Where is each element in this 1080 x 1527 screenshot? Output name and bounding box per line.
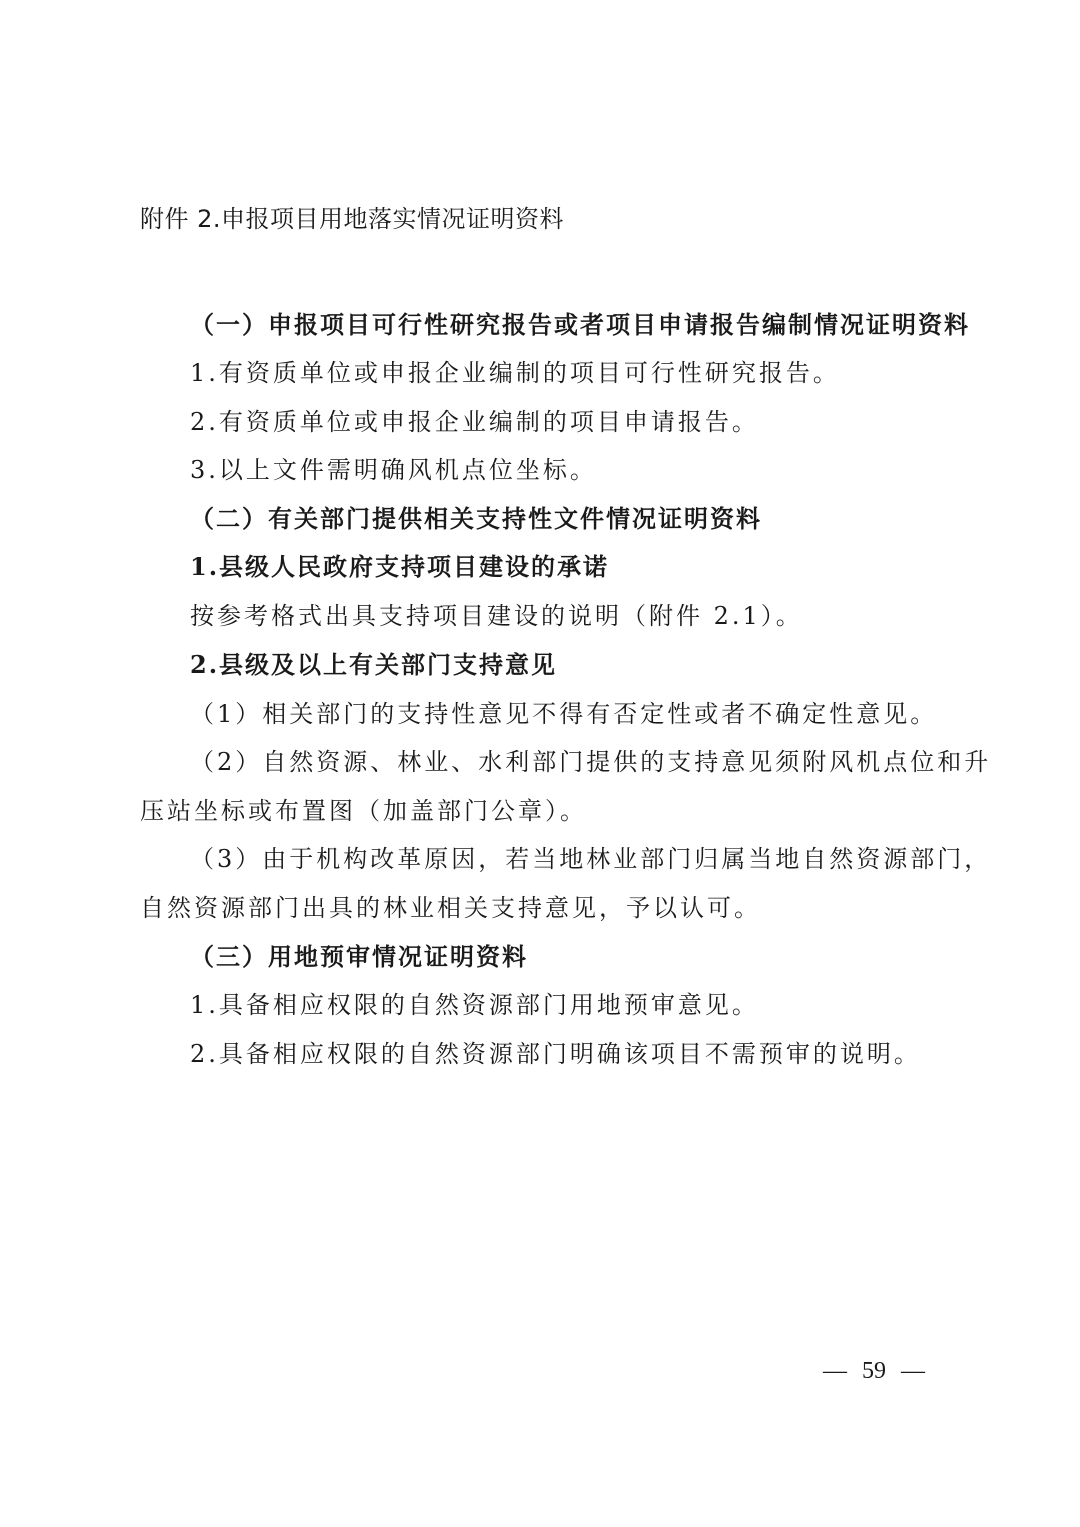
section-3-item-1: 1.具备相应权限的自然资源部门用地预审意见。 <box>190 991 759 1019</box>
document-title: 附件 2.申报项目用地落实情况证明资料 <box>140 205 565 233</box>
section-1-item-3: 3.以上文件需明确风机点位坐标。 <box>190 456 597 484</box>
page-number-dash-left: — <box>823 1358 847 1384</box>
section-2-sub-2-item-3-line-1: （3）由于机构改革原因，若当地林业部门归属当地自然资源部门， <box>190 845 992 873</box>
section-2-sub-2-item-3-line-2: 自然资源部门出具的林业相关支持意见，予以认可。 <box>140 894 761 922</box>
section-3-heading: （三）用地预审情况证明资料 <box>190 942 528 971</box>
section-2-sub-1-heading: 1.县级人民政府支持项目建设的承诺 <box>190 552 610 581</box>
section-1-item-1: 1.有资质单位或申报企业编制的项目可行性研究报告。 <box>190 359 840 387</box>
page-number-dash-right: — <box>901 1358 925 1384</box>
section-2-sub-2-item-1: （1）相关部门的支持性意见不得有否定性或者不确定性意见。 <box>190 700 938 728</box>
section-2-heading: （二）有关部门提供相关支持性文件情况证明资料 <box>190 504 762 533</box>
section-1-heading: （一）申报项目可行性研究报告或者项目申请报告编制情况证明资料 <box>190 310 970 339</box>
section-2-sub-2-heading: 2.县级及以上有关部门支持意见 <box>190 650 558 679</box>
section-2-sub-2-item-2-line-2: 压站坐标或布置图（加盖部门公章）。 <box>140 797 587 825</box>
page-number <box>818 1356 930 1386</box>
page-number-value: 59 <box>862 1358 886 1384</box>
section-3-item-2: 2.具备相应权限的自然资源部门明确该项目不需预审的说明。 <box>190 1040 921 1068</box>
section-2-sub-2-item-2-line-1: （2）自然资源、林业、水利部门提供的支持意见须附风机点位和升 <box>190 748 992 776</box>
section-1-item-2: 2.有资质单位或申报企业编制的项目申请报告。 <box>190 408 759 436</box>
section-2-sub-1-text: 按参考格式出具支持项目建设的说明（附件 2.1）。 <box>190 602 803 630</box>
